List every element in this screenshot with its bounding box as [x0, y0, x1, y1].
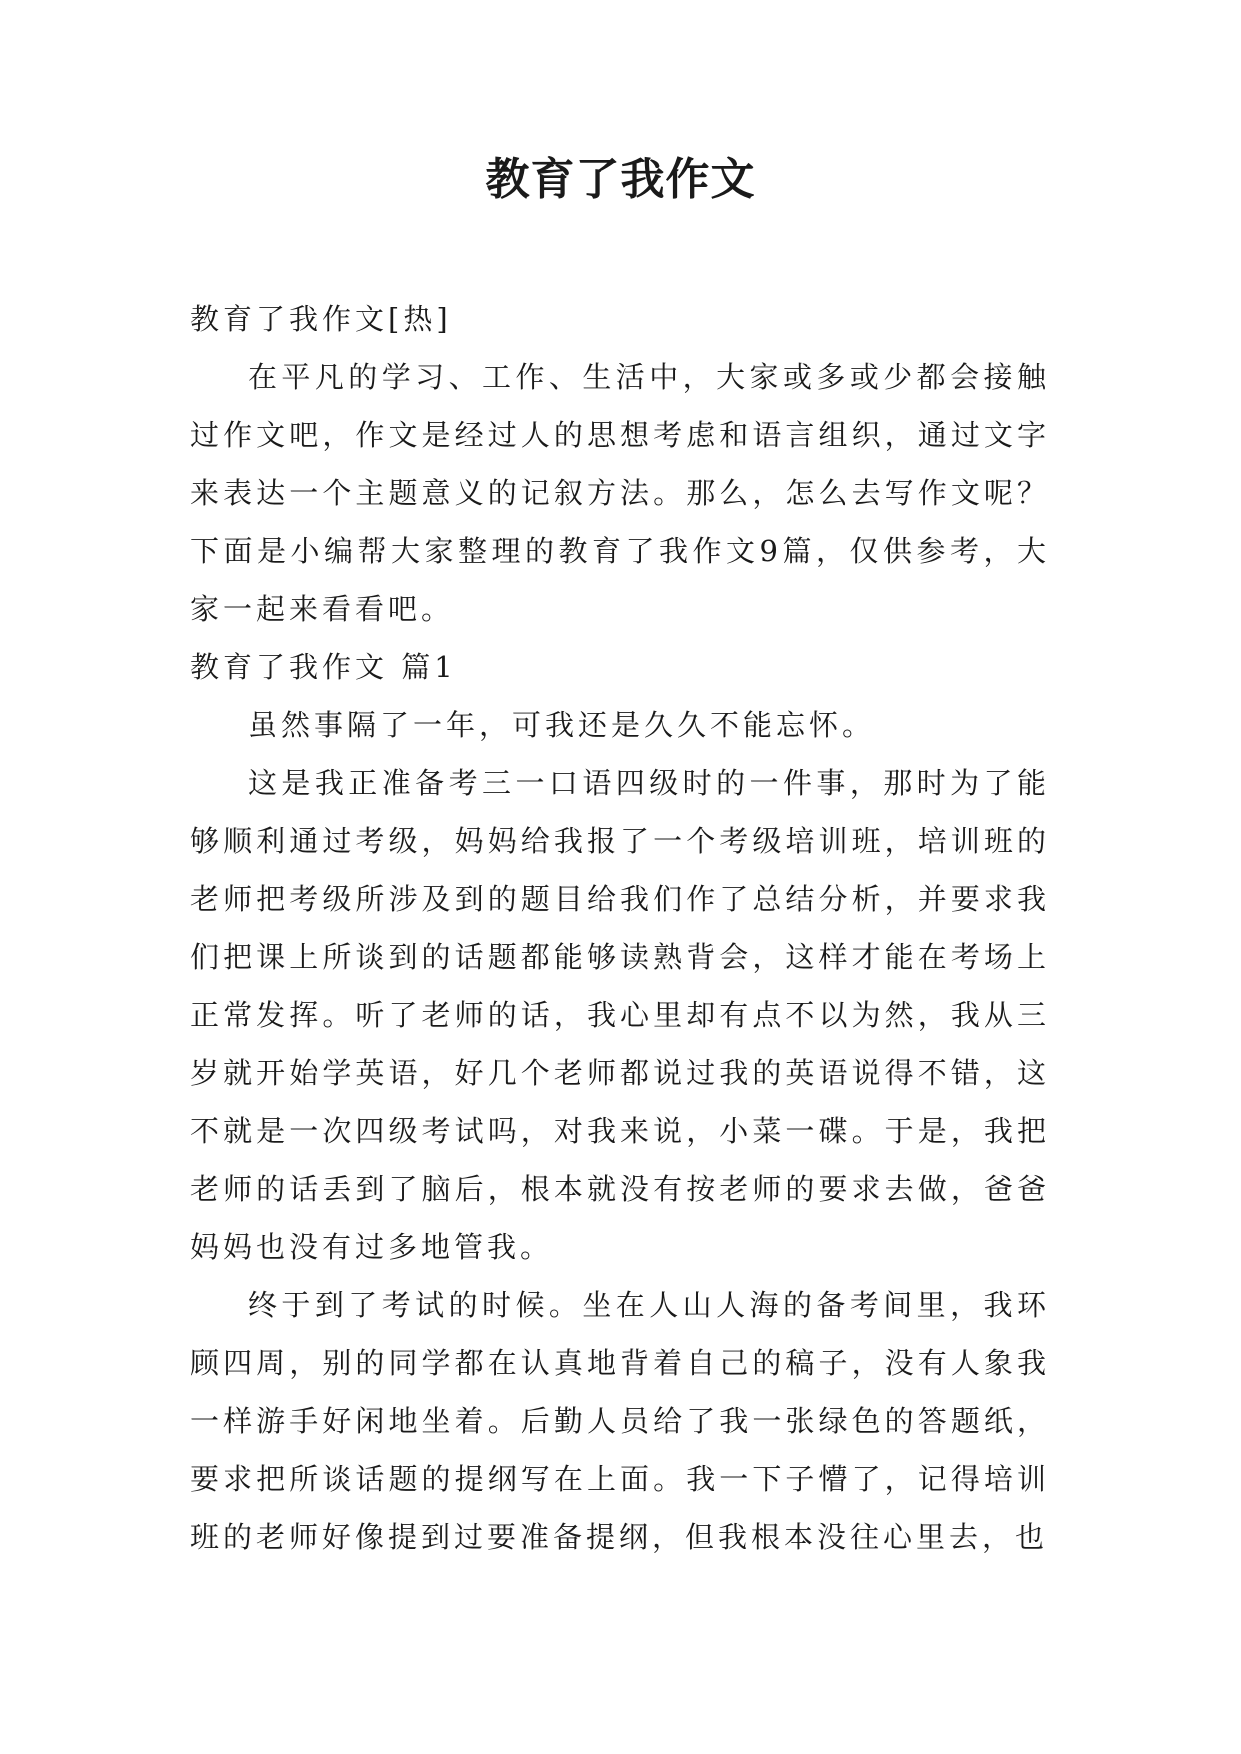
paragraph: 这是我正准备考三一口语四级时的一件事，那时为了能够顺利通过考级，妈妈给我报了一个考级培训班，培训班的老师把考级所涉及到的题目给我们作了总结分析，并要求我们把课上所谈到的话题都能够读熟背会，这样才能在考场上正常发挥。听了老师的话，我心里却有点不以为然，我从三岁就开始学英语，好几个老师都说过我的英语说得不错，这不就是一次四级考试吗，对我来说，小菜一碟。于是，我把老师的话丢到了脑后，根本就没有按老师的要求去做，爸爸妈妈也没有过多地管我。	[190, 766, 1050, 1264]
document-body	[190, 290, 1050, 1566]
section-heading: 教育了我作文 篇1	[190, 650, 457, 684]
intro-paragraph: 在平凡的学习、工作、生活中，大家或多或少都会接触过作文吧，作文是经过人的思想考虑和语言组织，通过文字来表达一个主题意义的记叙方法。那么，怎么去写作文呢？下面是小编帮大家整理的教育了我作文9篇，仅供参考，大家一起来看看吧。	[190, 360, 1050, 626]
document-title: 教育了我作文	[485, 154, 756, 205]
intro-heading: 教育了我作文[热]	[190, 302, 452, 336]
paragraph: 终于到了考试的时候。坐在人山人海的备考间里，我环顾四周，别的同学都在认真地背着自己的稿子，没有人象我一样游手好闲地坐着。后勤人员给了我一张绿色的答题纸，要求把所谈话题的提纲写在上面。我一下子懵了，记得培训班的老师好像提到过要准备提纲，但我根本没往心里去，也	[190, 1288, 1050, 1554]
paragraph: 虽然事隔了一年，可我还是久久不能忘怀。	[248, 708, 876, 742]
